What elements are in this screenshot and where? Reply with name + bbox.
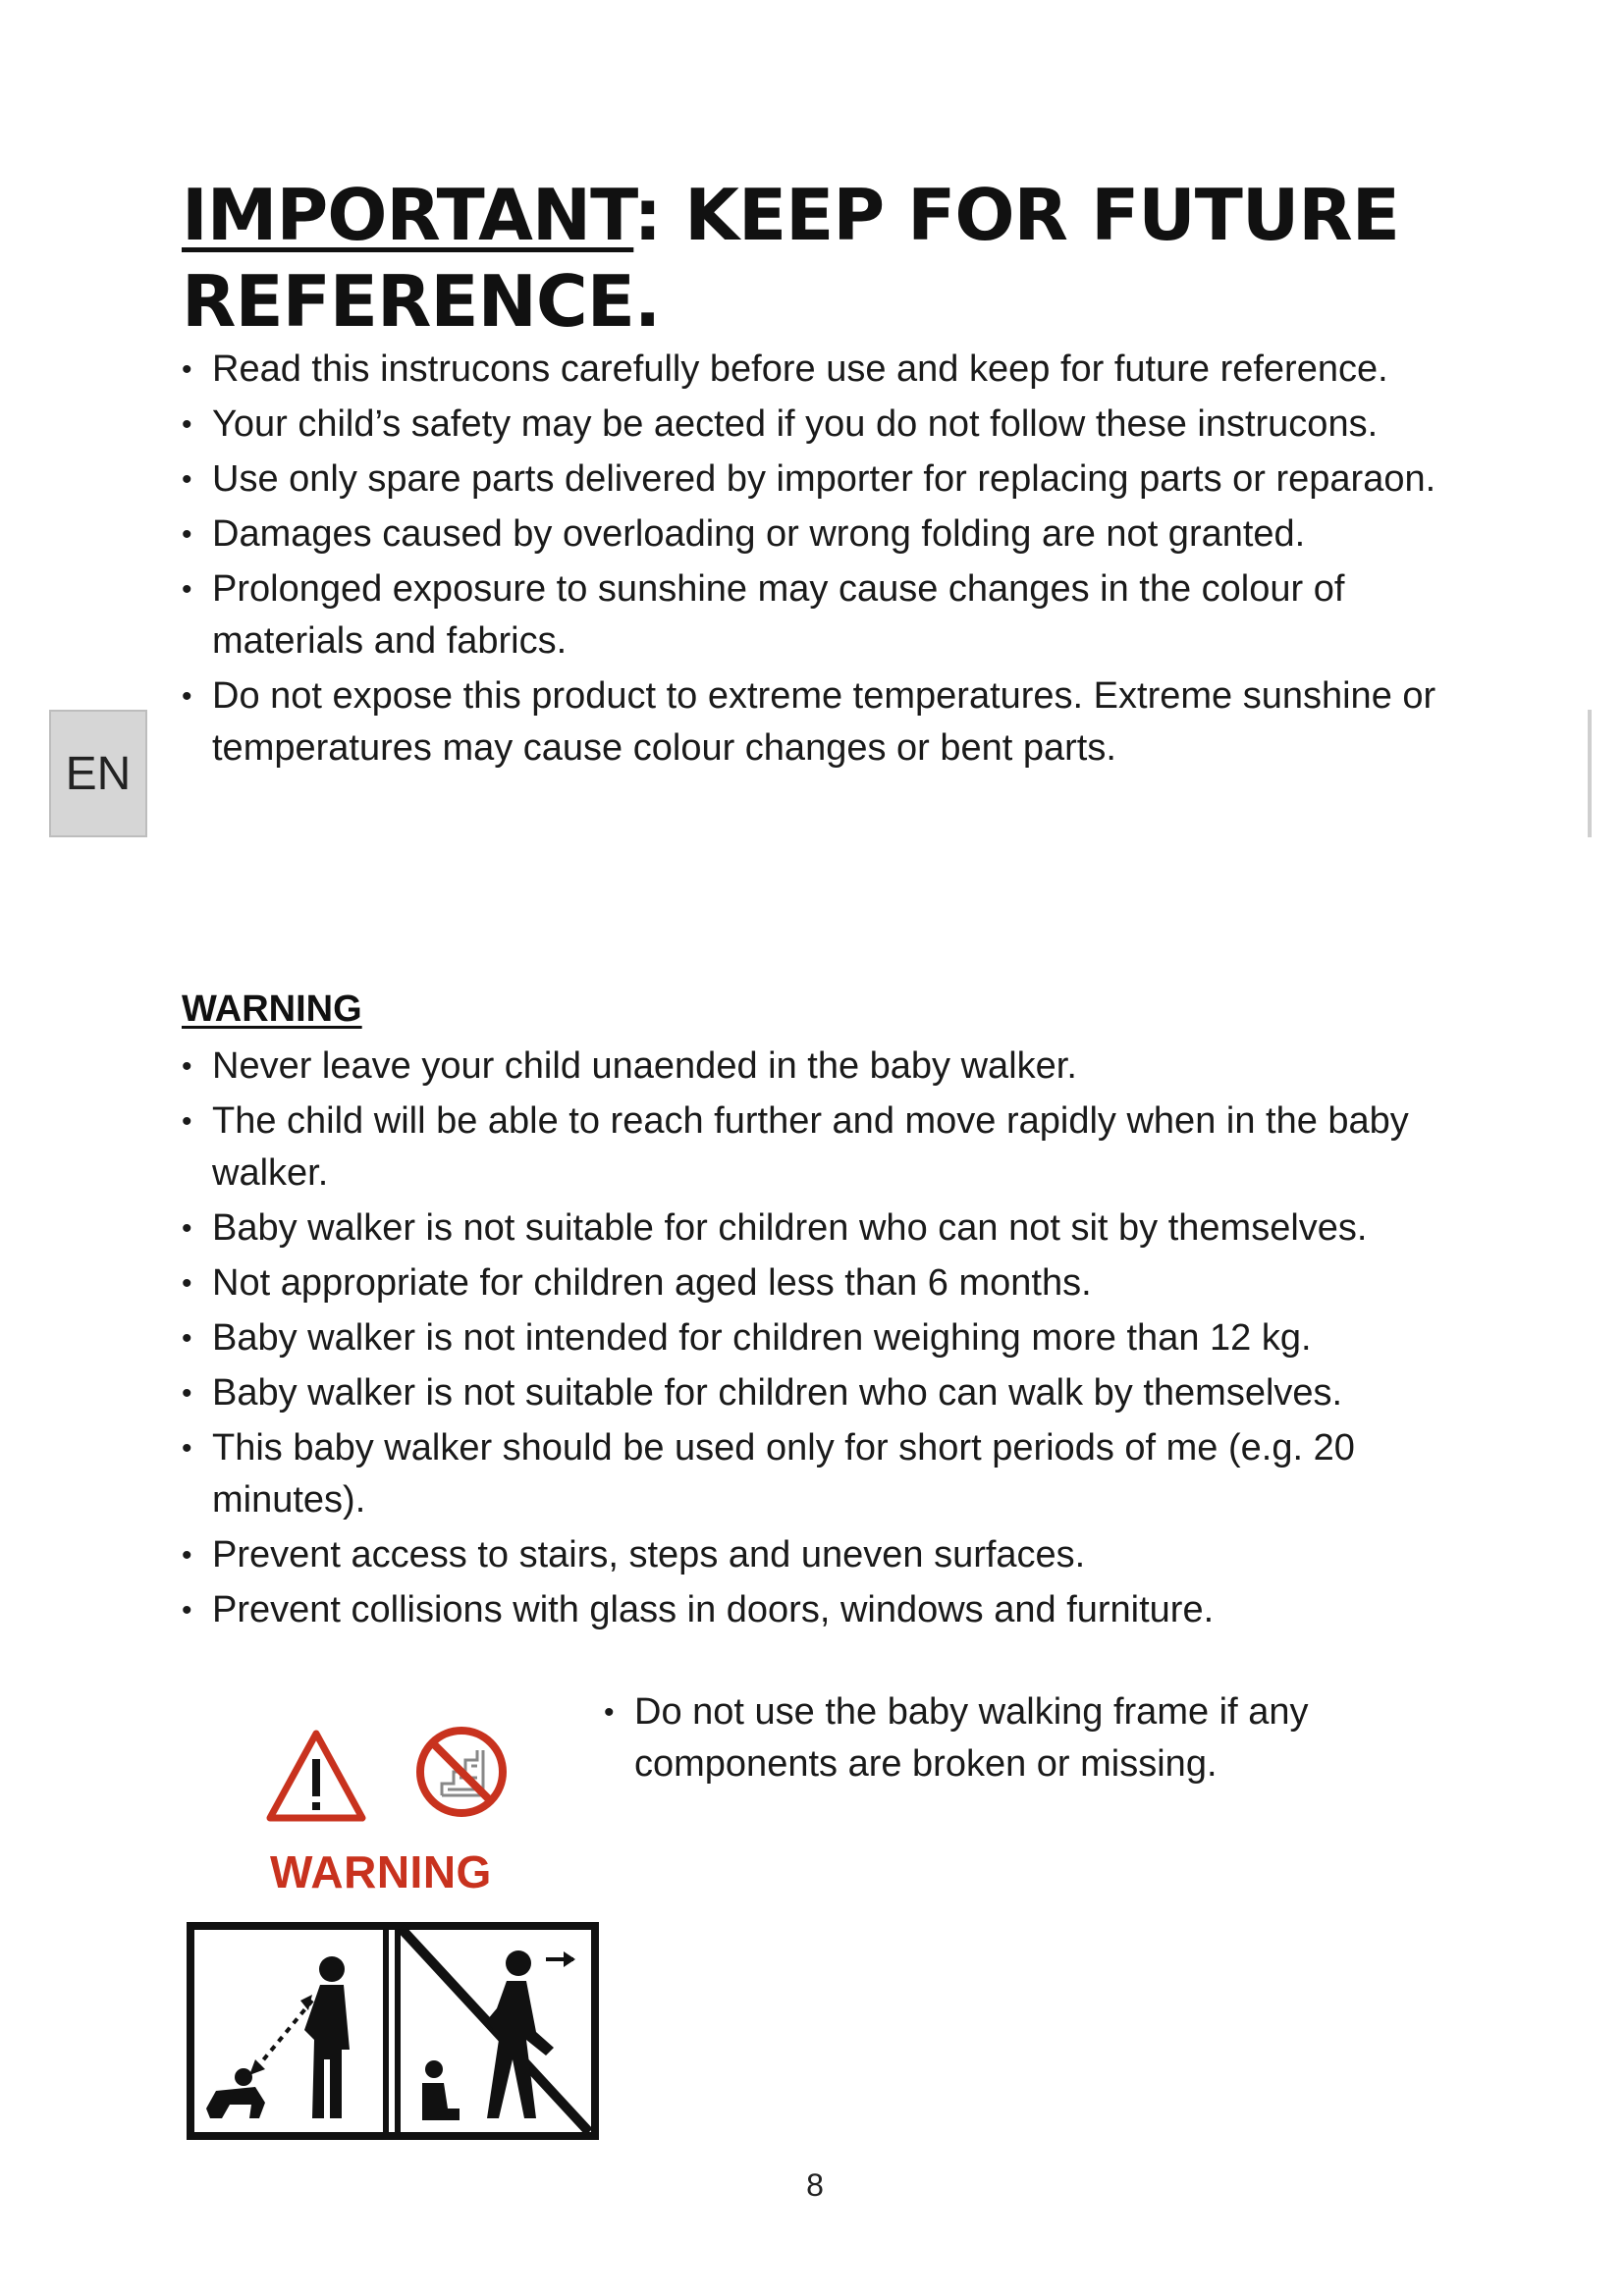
important-list — [182, 344, 1458, 777]
warning-item-6: • Baby walker is not suitable for children who can walk by themselves. — [182, 1367, 1478, 1419]
supervision-pictogram-icon — [187, 1922, 599, 2140]
page-number: 8 — [806, 2167, 824, 2203]
important-item-5: • Prolonged exposure to sunshine may cause changes in the colour of materials and fabrics. — [182, 563, 1458, 667]
no-stairs-icon — [412, 1723, 511, 1821]
warning-caption: WARNING — [270, 1846, 492, 1897]
title-important: IMPORTANT — [182, 174, 634, 256]
warning-triangle-icon — [265, 1728, 367, 1824]
warning-item-1: • Never leave your child unaended in the baby walker. — [182, 1041, 1478, 1093]
warning-list — [182, 1041, 1478, 1639]
warning-item-3: • Baby walker is not suitable for children who can not sit by themselves. — [182, 1202, 1478, 1255]
warning-item-9: • Prevent collisions with glass in doors, windows and furniture. — [182, 1584, 1478, 1636]
warning-heading: WARNING — [182, 988, 362, 1030]
title-rest: : KEEP FOR FUTURE REFERENCE. — [182, 174, 1399, 343]
page-title — [182, 172, 1458, 345]
page-edge-marker — [1588, 710, 1592, 837]
important-item-3: • Use only spare parts delivered by importer for replacing parts or reparaon. — [182, 454, 1458, 506]
important-item-4: • Damages caused by overloading or wrong folding are not granted. — [182, 508, 1458, 561]
important-item-1: • Read this instrucons carefully before use and keep for future reference. — [182, 344, 1458, 396]
frame-note-item: • Do not use the baby walking frame if any components are broken or missing. — [604, 1686, 1409, 1790]
language-tab-en[interactable]: EN — [49, 710, 147, 837]
important-item-2: • Your child’s safety may be aected if you do not follow these instrucons. — [182, 399, 1458, 451]
frame-note-list — [604, 1686, 1409, 1793]
warning-item-4: • Not appropriate for children aged less than 6 months. — [182, 1257, 1478, 1309]
warning-item-8: • Prevent access to stairs, steps and uneven surfaces. — [182, 1529, 1478, 1581]
warning-item-7: • This baby walker should be used only for short periods of me (e.g. 20 minutes). — [182, 1422, 1478, 1526]
important-item-6: • Do not expose this product to extreme temperatures. Extreme sunshine or temperatures may cause colour changes or bent parts. — [182, 670, 1458, 774]
warning-item-2: • The child will be able to reach further and move rapidly when in the baby walker. — [182, 1095, 1478, 1200]
warning-item-5: • Baby walker is not intended for children weighing more than 12 kg. — [182, 1312, 1478, 1364]
